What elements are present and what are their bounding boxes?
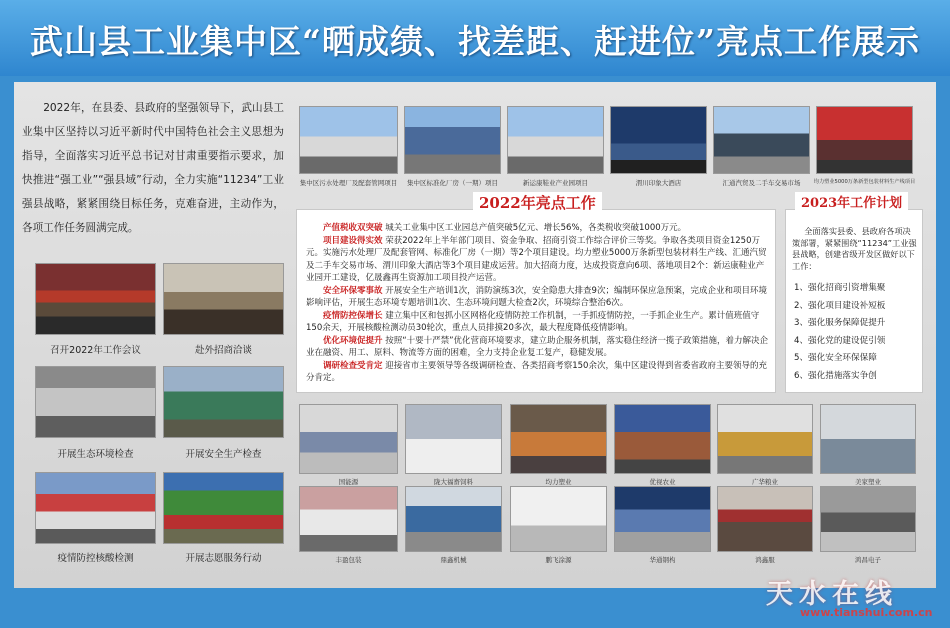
plan-item: 3、强化服务保障促提升 <box>794 318 886 328</box>
photo-enterprise-3 <box>510 404 607 474</box>
caption-safety-inspection: 开展安全生产检查 <box>185 449 262 460</box>
page-title: 武山县工业集中区“晒成绩、找差距、赶进位”亮点工作展示 <box>30 22 920 61</box>
caption-enterprise-11: 鸿鑫服 <box>755 556 775 564</box>
caption-enterprise-10: 华通钢构 <box>649 556 676 564</box>
photo-work-meeting <box>35 263 156 335</box>
caption-enterprise-3: 均力塑业 <box>545 478 572 486</box>
caption-enterprise-12: 鸿昌电子 <box>855 556 881 564</box>
caption-enterprise-7: 丰盈包装 <box>335 556 362 564</box>
photo-enterprise-2 <box>405 404 502 474</box>
photo-investment-talks <box>163 263 284 335</box>
highlight-label: 调研检查受肯定 <box>323 360 383 371</box>
photo-safety-inspection <box>163 366 284 438</box>
photo-nucleic-test <box>35 472 156 544</box>
photo-enterprise-5 <box>717 404 813 474</box>
photo-shoe-park <box>507 106 604 174</box>
caption-enterprise-4: 优视农业 <box>649 478 676 486</box>
photo-hotel <box>610 106 707 174</box>
highlight-item <box>306 235 770 285</box>
highlight-label: 产值税收双突破 <box>323 223 383 233</box>
highlight-body: 迎接省市主要领导等各级调研检查、各类招商考察150余次，集中区建设得到省委省政府主要领导的充分肯定。 <box>306 360 767 383</box>
highlight-body: 按照“十要十严禁”优化营商环境要求，建立助企服务机制，落实稳住经济一揽子政策措施，着力解决企业在融资、用工、原料、物流等方面的困难，全力支持企业复工复产，稳健发展。 <box>306 335 769 358</box>
caption-car-market: 汇通汽贸及二手车交易市场 <box>722 179 801 187</box>
photo-enterprise-11 <box>717 486 813 552</box>
photo-enterprise-12 <box>820 486 916 552</box>
photo-enterprise-8 <box>405 486 502 552</box>
caption-enterprise-9: 鹏飞涂源 <box>545 556 572 564</box>
highlight-body: 建立集中区和包抓小区网格化疫情防控工作机制，一手抓疫情防控，一手抓企业生产。累计值班值守150余天，开展核酸检测动员30轮次，重点人员排摸20多次，最大程度降低疫情影响。 <box>306 310 760 333</box>
plan-item: 5、强化安全环保保障 <box>794 353 877 363</box>
caption-standard-factory: 集中区标准化厂房（一期）项目 <box>407 179 498 187</box>
photo-enterprise-9 <box>510 486 607 552</box>
highlight-label: 安全环保零事故 <box>323 285 383 296</box>
photo-enterprise-4 <box>614 404 711 474</box>
caption-shoe-park: 新运康鞋业产业园项目 <box>523 179 588 187</box>
photo-env-inspection <box>35 366 156 438</box>
caption-investment-talks: 赴外招商洽谈 <box>194 345 252 356</box>
highlight-body: 荣获2022年上半年部门项目、资金争取、招商引资工作综合评价三等奖。争取各类项目资金1250万元。实施污水处理厂及配套管网、标准化厂房（一期）等2个项目建设。均力塑业5000万条新型包装材料生产线、汇通汽贸及二手车交易市场、渭川印象大酒店等3个项目建成运营。加大招商力度，达成投资意向6项、落地项目2个：新运康鞋业产业园开工建设，亿晟鑫再生资源加工项目投产运营。 <box>306 235 767 283</box>
photo-car-market <box>713 106 810 174</box>
highlights-title: 2022年亮点工作 <box>473 192 602 213</box>
plan-item: 2、强化项目建设补短板 <box>794 300 886 311</box>
highlight-item <box>306 360 770 385</box>
caption-enterprise-6: 美家塑业 <box>855 478 881 486</box>
highlight-item <box>306 222 770 235</box>
watermark-url: www.tianshui.com.cn <box>800 606 933 619</box>
photo-standard-factory <box>404 106 501 174</box>
caption-hotel: 渭川印象大酒店 <box>635 179 682 187</box>
caption-enterprise-8: 鼎鑫机械 <box>440 556 467 564</box>
highlights-text <box>306 222 770 385</box>
plan-title: 2023年工作计划 <box>795 192 908 211</box>
caption-enterprise-1: 国能源 <box>338 478 359 486</box>
photo-enterprise-7 <box>299 486 398 552</box>
photo-volunteer <box>163 472 284 544</box>
highlight-body: 开展安全生产培训1次，消防演练3次，安全隐患大排查9次；编制环保应急预案，完成企业和项目环境影响评估，开展生态环境专题培训1次、生态环境问题大检查2次，环境综合整治6次。 <box>306 285 767 308</box>
photo-sewage-plant <box>299 106 398 174</box>
caption-enterprise-5: 广华粮业 <box>752 478 778 486</box>
highlight-item <box>306 285 770 310</box>
intro-paragraph: 2022年，在县委、县政府的坚强领导下，武山县工业集中区坚持以习近平新时代中国特色社会主义思想为指导，全面落实习近平总书记对甘肃重要指示要求，加快推进“强工业”“强县域”行动，全力实施“11234”工业强县战略，紧紧围绕目标任务，克难奋进，主动作为，各项工作任务圆满完成。 <box>22 102 284 234</box>
plan-item: 4、强化党的建设促引领 <box>794 335 886 346</box>
photo-enterprise-1 <box>299 404 398 474</box>
plan-intro: 全面落实县委、县政府各项决策部署，紧紧围绕“11234”工业强县战略，创建省级开发区做好以下工作： <box>792 226 917 271</box>
highlight-label: 项目建设得实效 <box>323 235 383 246</box>
caption-volunteer: 开展志愿服务行动 <box>185 553 262 564</box>
photo-enterprise-10 <box>614 486 711 552</box>
caption-enterprise-2: 陇大福畜饲料 <box>434 478 473 486</box>
caption-env-inspection: 开展生态环境检查 <box>57 449 134 460</box>
highlight-label: 优化环境促提升 <box>323 335 383 346</box>
highlight-item <box>306 310 770 335</box>
highlight-body: 城关工业集中区工业园总产值突破5亿元、增长56%，各类税收突破1000万元。 <box>385 223 687 233</box>
photo-packaging-line <box>816 106 913 174</box>
caption-nucleic-test: 疫情防控核酸检测 <box>57 553 134 564</box>
highlight-label: 疫情防控保增长 <box>323 310 383 321</box>
plan-list <box>794 280 920 385</box>
watermark-logo: 天水在线 <box>766 579 898 610</box>
highlight-item <box>306 335 770 360</box>
plan-item: 6、强化措施落实争创 <box>794 370 877 381</box>
photo-enterprise-6 <box>820 404 916 474</box>
plan-item: 1、强化招商引资增集聚 <box>794 283 886 293</box>
caption-sewage-plant: 集中区污水处理厂及配套管网项目 <box>299 179 398 187</box>
caption-packaging-line: 均力塑业5000万条新型包装材料生产线项目 <box>813 179 916 185</box>
caption-work-meeting: 召开2022年工作会议 <box>50 345 141 356</box>
